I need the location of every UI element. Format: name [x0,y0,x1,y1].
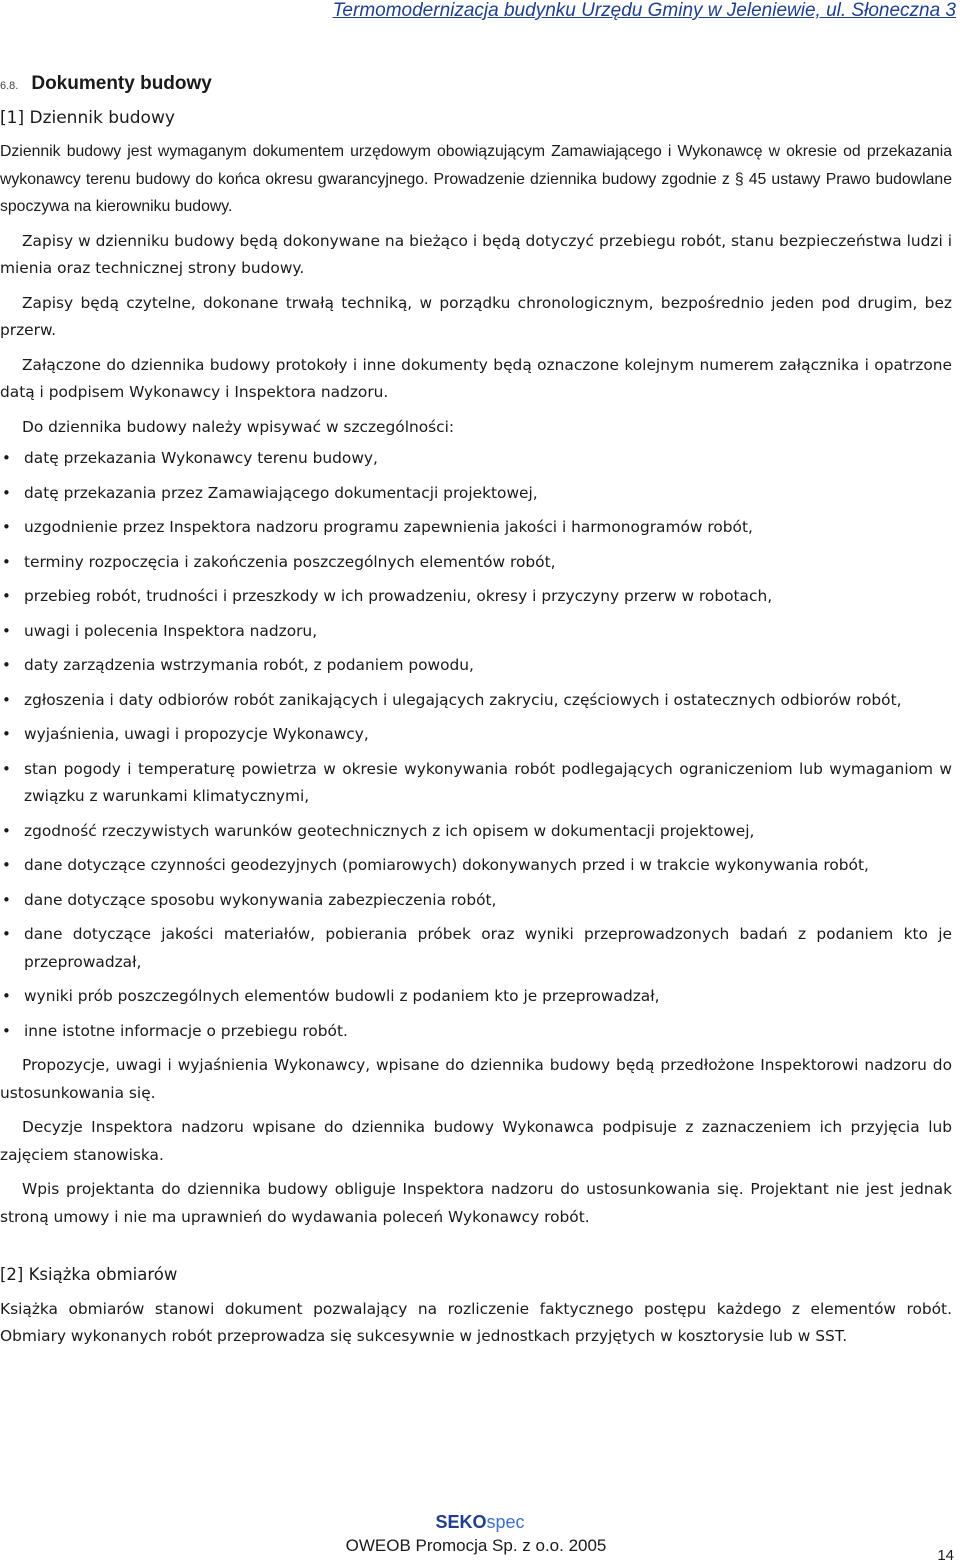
paragraph: Załączone do dziennika budowy protokoły i inne dokumenty będą oznaczone kolejnym numerem załącznika i opatrzone datą i podpisem Wykonawcy i Inspektora nadzoru. [0,355,952,401]
document-body [0,70,952,1351]
section-heading [0,70,952,101]
paragraph: Dziennik budowy jest wymaganym dokumentem urzędowym obowiązującym Zamawiającego i Wykonawcę w okresie od przekazania wykonawcy terenu budowy do końca okresu gwarancyjnego. Prowadzenie dziennika budowy zgodnie z § 45 ustawy Prawo budowlane spoczywa na kierowniku budowy. [0,143,952,215]
paragraph: Propozycje, uwagi i wyjaśnienia Wykonawcy, wpisane do dziennika budowy będą przedłożone Inspektorowi nadzoru do ustosunkowania się. [0,1056,952,1102]
list-item: • daty zarządzenia wstrzymania robót, z podaniem powodu, [0,652,952,680]
footer-logo [0,1512,960,1533]
footer-company: OWEOB Promocja Sp. z o.o. 2005 [345,1536,607,1555]
paragraph: Książka obmiarów stanowi dokument pozwalający na rozliczenie faktycznego postępu każdego z elementów robót. Obmiary wykonanych robót przeprowadza się sukcesywnie w jednostkach przyjętych w kosztorysie lub w SST. [0,1299,952,1345]
list-item: • inne istotne informacje o przebiegu robót. [0,1018,952,1046]
list-item: • datę przekazania przez Zamawiającego dokumentacji projektowej, [0,480,952,508]
subsection-heading-ksiazka: [2] Książka obmiarów [0,1265,178,1284]
section-number: 6.8. [0,80,19,92]
section-title: Dokumenty budowy [31,73,212,94]
subsection-heading-dziennik: [1] Dziennik budowy [0,107,175,128]
list-item: • zgodność rzeczywistych warunków geotechnicznych z ich opisem w dokumentacji projektowej, [0,818,952,846]
list-item: • dane dotyczące czynności geodezyjnych (pomiarowych) dokonywanych przed i w trakcie wykonywania robót, [0,852,952,880]
list-item: • dane dotyczące sposobu wykonywania zabezpieczenia robót, [0,887,952,915]
list-item: • wyniki prób poszczególnych elementów budowli z podaniem kto je przeprowadzał, [0,983,952,1011]
list-item: • dane dotyczące jakości materiałów, pobierania próbek oraz wyniki przeprowadzonych badań z podaniem kto je przeprowadzał, [0,921,952,976]
list-item: • datę przekazania Wykonawcy terenu budowy, [0,445,952,473]
list-item: • zgłoszenia i daty odbiorów robót zanikających i ulegających zakryciu, częściowych i ostatecznych odbiorów robót, [0,687,952,715]
list-item: • przebieg robót, trudności i przeszkody w ich prowadzeniu, okresy i przyczyny przerw w robotach, [0,583,952,611]
paragraph: Do dziennika budowy należy wpisywać w szczególności: [22,417,455,436]
logo-text-bold: SEKO [435,1512,487,1532]
paragraph: Zapisy w dzienniku budowy będą dokonywane na bieżąco i będą dotyczyć przebiegu robót, stanu bezpieczeństwa ludzi i mienia oraz technicznej strony budowy. [0,231,952,277]
entry-list [0,445,952,1045]
logo-text-light: spec [486,1512,525,1532]
list-item: • terminy rozpoczęcia i zakończenia poszczególnych elementów robót, [0,549,952,577]
list-item: • wyjaśnienia, uwagi i propozycje Wykonawcy, [0,721,952,749]
list-item: • uwagi i polecenia Inspektora nadzoru, [0,618,952,646]
page-number: 14 [937,1547,954,1564]
list-item: • uzgodnienie przez Inspektora nadzoru programu zapewnienia jakości i harmonogramów robót, [0,514,952,542]
running-header: Termomodernizacja budynku Urzędu Gminy w Jeleniewie, ul. Słoneczna 3 [332,0,956,21]
paragraph: Decyzje Inspektora nadzoru wpisane do dziennika budowy Wykonawca podpisuje z zaznaczeniem ich przyjęcia lub zajęciem stanowiska. [0,1118,952,1164]
paragraph: Wpis projektanta do dziennika budowy obliguje Inspektora nadzoru do ustosunkowania się. Projektant nie jest jednak stroną umowy i nie ma uprawnień do wydawania poleceń Wykonawcy robót. [0,1180,952,1226]
paragraph: Zapisy będą czytelne, dokonane trwałą techniką, w porządku chronologicznym, bezpośrednio jeden pod drugim, bez przerw. [0,293,952,339]
list-item: • stan pogody i temperaturę powietrza w okresie wykonywania robót podlegających ograniczeniom lub wymaganiom w związku z warunkami klimatycznymi, [0,756,952,811]
